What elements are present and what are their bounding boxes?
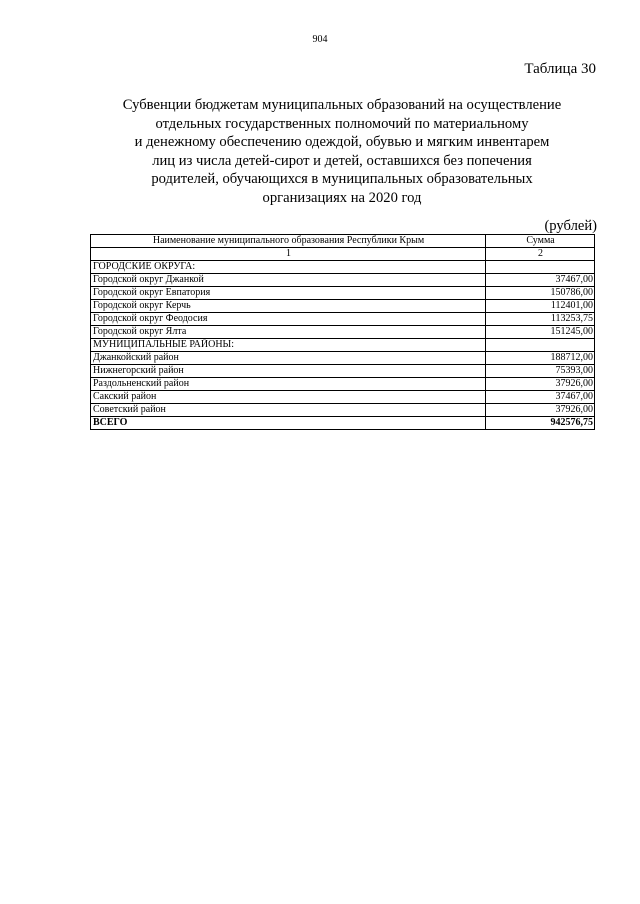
table-row-section-header bbox=[91, 339, 595, 352]
row-sum: 37926,00 bbox=[486, 404, 595, 417]
row-name: Джанкойский район bbox=[91, 352, 486, 365]
table-row bbox=[91, 274, 595, 287]
row-name: Городской округ Феодосия bbox=[91, 313, 486, 326]
table-label: Таблица 30 bbox=[524, 61, 596, 77]
row-name: МУНИЦИПАЛЬНЫЕ РАЙОНЫ: bbox=[91, 339, 486, 352]
table-header-row bbox=[91, 235, 595, 248]
table-row bbox=[91, 404, 595, 417]
table-row bbox=[91, 300, 595, 313]
table-row bbox=[91, 365, 595, 378]
row-name: Городской округ Джанкой bbox=[91, 274, 486, 287]
row-name: Нижнегорский район bbox=[91, 365, 486, 378]
table-row bbox=[91, 378, 595, 391]
table-row bbox=[91, 313, 595, 326]
row-sum: 112401,00 bbox=[486, 300, 595, 313]
row-name: Сакский район bbox=[91, 391, 486, 404]
row-name: Городской округ Керчь bbox=[91, 300, 486, 313]
title-line: отдельных государственных полномочий по материальному bbox=[155, 115, 529, 132]
row-sum: 150786,00 bbox=[486, 287, 595, 300]
row-name: Городской округ Евпатория bbox=[91, 287, 486, 300]
row-name: Советский район bbox=[91, 404, 486, 417]
row-name: Городской округ Ялта bbox=[91, 326, 486, 339]
column-number: 1 bbox=[91, 248, 486, 261]
row-name: ГОРОДСКИЕ ОКРУГА: bbox=[91, 261, 486, 274]
table-row bbox=[91, 352, 595, 365]
title-line: лиц из числа детей-сирот и детей, оставшихся без попечения bbox=[152, 152, 532, 169]
title-line: организациях на 2020 год bbox=[262, 189, 422, 206]
units-label: (рублей) bbox=[544, 218, 597, 234]
table-row bbox=[91, 326, 595, 339]
column-number: 2 bbox=[486, 248, 595, 261]
row-sum: 37926,00 bbox=[486, 378, 595, 391]
total-sum: 942576,75 bbox=[486, 417, 595, 430]
row-sum: 188712,00 bbox=[486, 352, 595, 365]
table-row bbox=[91, 391, 595, 404]
title-line: Субвенции бюджетам муниципальных образований на осуществление bbox=[122, 97, 562, 113]
page-number: 904 bbox=[312, 34, 328, 45]
column-number-row bbox=[91, 248, 595, 261]
row-sum bbox=[486, 339, 595, 352]
row-sum: 75393,00 bbox=[486, 365, 595, 378]
table-row bbox=[91, 287, 595, 300]
subventions-table bbox=[90, 234, 595, 430]
row-sum: 151245,00 bbox=[486, 326, 595, 339]
row-sum: 37467,00 bbox=[486, 274, 595, 287]
title-line: родителей, обучающихся в муниципальных образовательных bbox=[151, 171, 533, 188]
row-name: Раздольненский район bbox=[91, 378, 486, 391]
header-sum: Сумма bbox=[486, 235, 595, 248]
header-name: Наименование муниципального образования Республики Крым bbox=[91, 235, 486, 248]
row-sum bbox=[486, 261, 595, 274]
table-row-section-header bbox=[91, 261, 595, 274]
row-sum: 113253,75 bbox=[486, 313, 595, 326]
title-line: и денежному обеспечению одеждой, обувью и мягким инвентарем bbox=[134, 134, 550, 151]
document-title bbox=[90, 96, 594, 208]
total-label: ВСЕГО bbox=[91, 417, 486, 430]
row-sum: 37467,00 bbox=[486, 391, 595, 404]
table-row-total bbox=[91, 417, 595, 430]
